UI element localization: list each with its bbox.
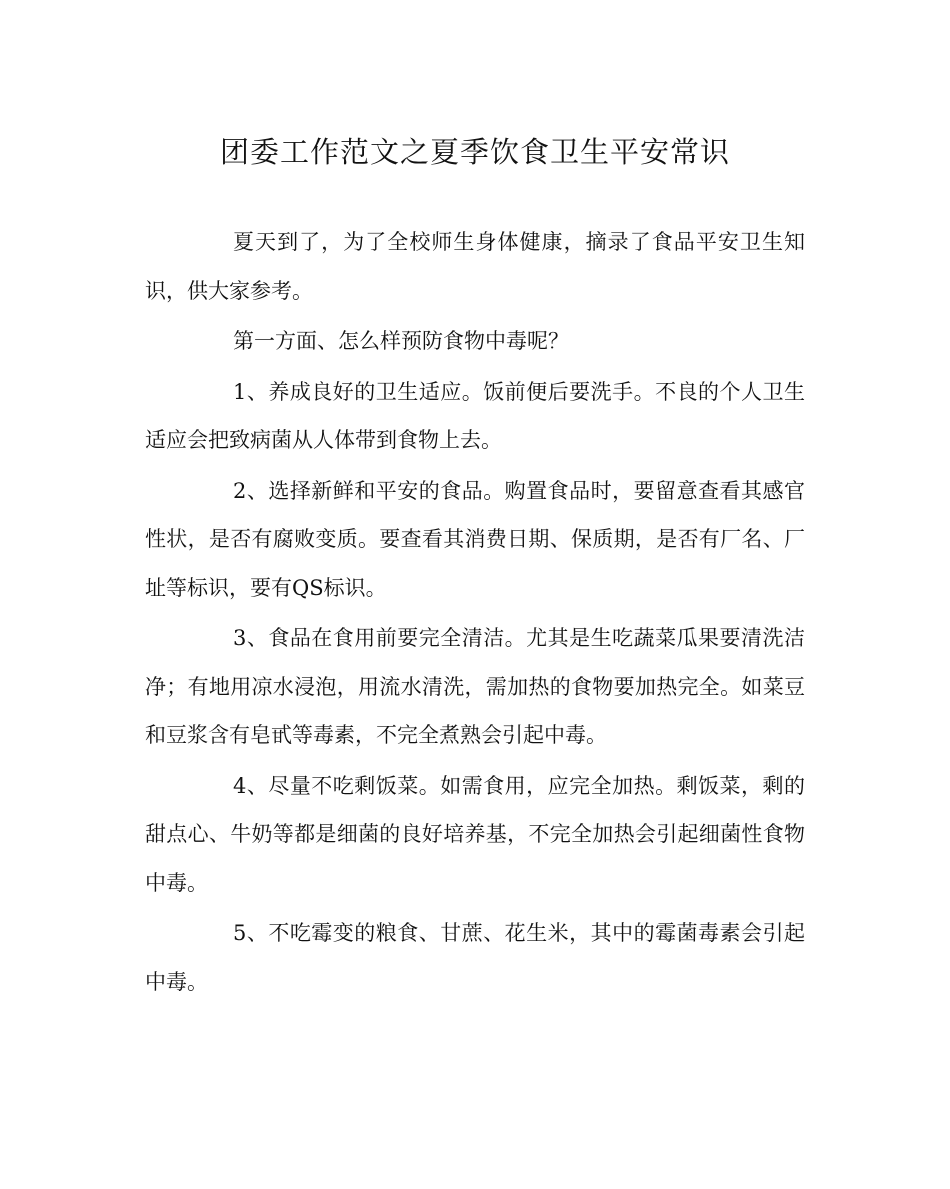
- document-body: [145, 218, 805, 1008]
- paragraph-item-3: 3、食品在食用前要完全清洁。尤其是生吃蔬菜瓜果要清洗洁净；有地用凉水浸泡，用流水清洗，需加热的食物要加热完全。如菜豆和豆浆含有皂甙等毒素，不完全煮熟会引起中毒。: [145, 626, 805, 747]
- document-title: 团委工作范文之夏季饮食卫生平安常识: [219, 135, 730, 169]
- paragraph-item-4: 4、尽量不吃剩饭菜。如需食用，应完全加热。剩饭菜，剩的甜点心、牛奶等都是细菌的良好培养基，不完全加热会引起细菌性食物中毒。: [145, 773, 805, 895]
- paragraph-item-5: 5、不吃霉变的粮食、甘蔗、花生米，其中的霉菌毒素会引起中毒。: [145, 921, 805, 994]
- paragraph-intro: 夏天到了，为了全校师生身体健康，摘录了食品平安卫生知识，供大家参考。: [145, 230, 805, 303]
- paragraph-section-heading: 第一方面、怎么样预防食物中毒呢？: [233, 329, 569, 353]
- paragraph-item-2: 2、选择新鲜和平安的食品。购置食品时，要留意查看其感官性状，是否有腐败变质。要查看其消费日期、保质期，是否有厂名、厂址等标识，要有QS标识。: [145, 478, 805, 600]
- paragraph-item-1: 1、养成良好的卫生适应。饭前便后要洗手。不良的个人卫生适应会把致病菌从人体带到食物上去。: [145, 379, 805, 452]
